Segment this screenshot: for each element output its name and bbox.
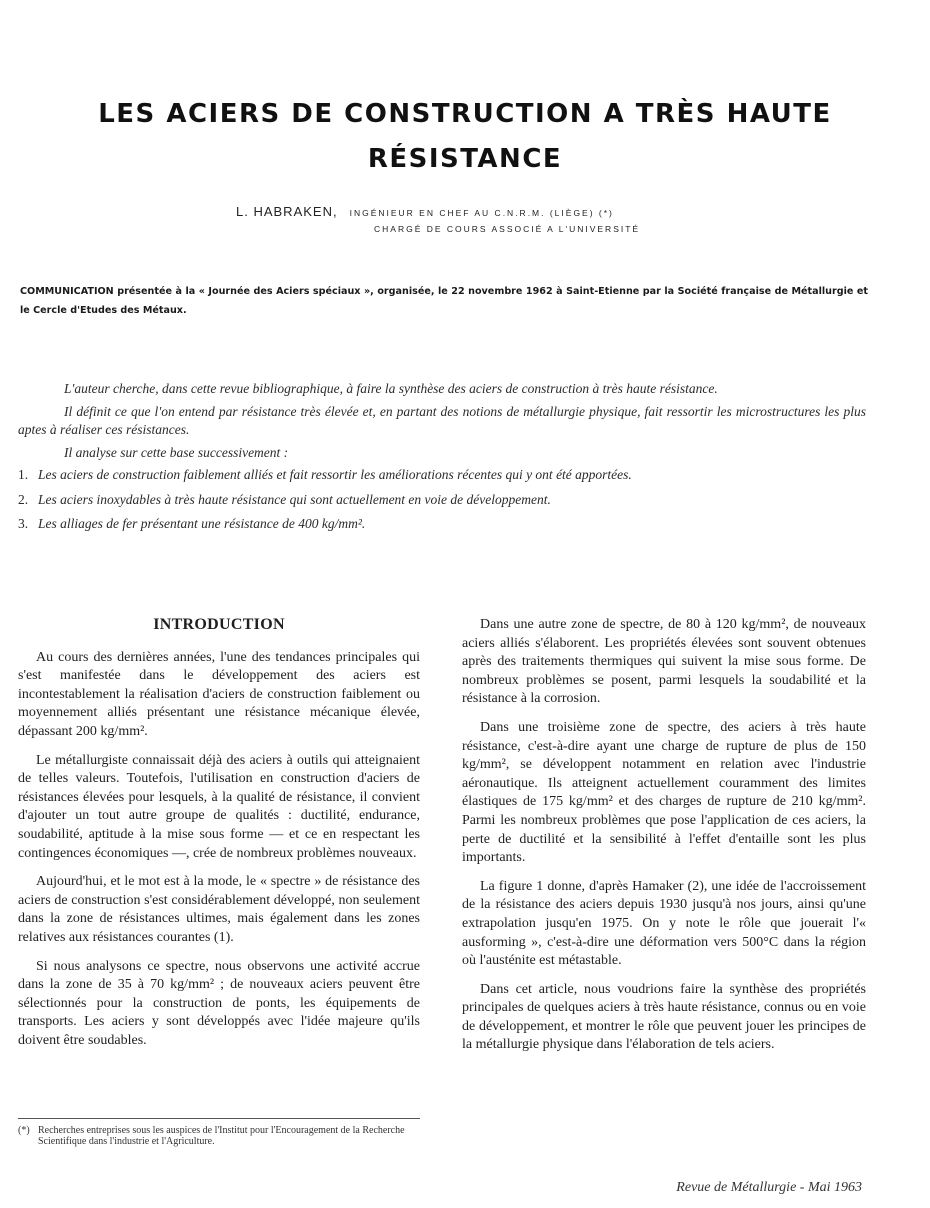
- left-column: [18, 612, 420, 1060]
- body-paragraph: Le métallurgiste connaissait déjà des aciers à outils qui atteignaient de telles valeurs. Toutefois, l'utilisation en construction d'aciers de résistances élevées pour lesquels, à la qualité de résistance, il convient d'ajouter un tout autre groupe de qualités : ductilité, endurance, soudabilité, aptitude à la mise sous forme — et ce en respectant les contingences économiques —, crée de nombreux problèmes nouveaux.: [18, 752, 420, 861]
- body-paragraph: Si nous analysons ce spectre, nous observons une activité accrue dans la zone de 35 à 70 kg/mm² ; de nouveaux aciers peuvent être sélectionnés pour la construction de ponts, les équipements de transports. Les aciers y sont développés avec l'idée majeure qu'ils doivent être soudables.: [18, 958, 420, 1048]
- author-name: L. HABRAKEN,: [236, 204, 338, 219]
- footnote: [18, 1118, 420, 1147]
- author-role: INGÉNIEUR EN CHEF AU C.N.R.M. (LIÈGE) (*): [349, 208, 614, 218]
- list-number: 2.: [18, 491, 29, 507]
- list-number: 3.: [18, 516, 29, 531]
- communication-note: COMMUNICATION présentée à la « Journée des Aciers spéciaux », organisée, le 22 novembre 1962 à Saint-Etienne par la Société française de Métallurgie et le Cercle d'Etudes des Métaux.: [20, 286, 868, 316]
- abstract-paragraph: Il définit ce que l'on entend par résistance très élevée et, en partant des notions de métallurgie physique, fait ressortir les microstructures les plus aptes à réaliser ces résistances.: [18, 403, 866, 437]
- abstract-list: [18, 466, 866, 534]
- list-text: Les alliages de fer présentant une résistance de 400 kg/mm².: [38, 516, 366, 531]
- list-number: 1.: [18, 467, 29, 482]
- body-paragraph: Dans une troisième zone de spectre, des aciers à très haute résistance, c'est-à-dire ayant une charge de rupture de plus de 150 kg/mm², se développent notamment en relation avec l'industrie aéronautique. Ils atteignent actuellement couramment des limites élastiques de 175 kg/mm² et des charges de rupture de 210 kg/mm². Parmi les nombreux problèmes que pose l'application de ces aciers, la perte de ductilité et la sensibilité à l'effet d'entaille sont les plus importants.: [462, 719, 866, 866]
- list-text: Les aciers inoxydables à très haute résistance qui sont actuellement en voie de développement.: [38, 491, 551, 507]
- abstract: [18, 380, 866, 540]
- author-block: [236, 204, 641, 234]
- abstract-list-item: [18, 491, 866, 510]
- body-paragraph: La figure 1 donne, d'après Hamaker (2), une idée de l'accroissement de la résistance des aciers depuis 1930 jusqu'à nos jours, ainsi qu'une extrapolation jusqu'en 1975. On y note le rôle que jouerait l'« ausforming », c'est-à-dire une déformation vers 500°C dans la région où l'austénite est métastable.: [462, 878, 866, 969]
- footnote-text: Recherches entreprises sous les auspices de l'Institut pour l'Encouragement de la Recherche Scientifique dans l'industrie et l'Agriculture.: [38, 1125, 405, 1147]
- footnote-mark: (*): [18, 1125, 30, 1136]
- article-title: LES ACIERS DE CONSTRUCTION A TRÈS HAUTE RÉSISTANCE: [98, 99, 832, 174]
- right-column: [462, 616, 866, 1065]
- abstract-list-item: [18, 515, 866, 534]
- journal-footer: Revue de Métallurgie - Mai 1963: [676, 1180, 862, 1195]
- list-text: Les aciers de construction faiblement alliés et fait ressortir les améliorations récentes qui y ont été apportées.: [38, 467, 632, 482]
- body-paragraph: Dans cet article, nous voudrions faire la synthèse des propriétés principales de quelques aciers à très haute résistance, connus ou en voie de développement, et montrer le rôle que peuvent jouer les principes de la métallurgie physique dans l'élaboration de tels aciers.: [462, 981, 866, 1053]
- section-heading-introduction: INTRODUCTION: [153, 616, 285, 633]
- body-paragraph: Dans une autre zone de spectre, de 80 à 120 kg/mm², de nouveaux aciers alliés s'élaborent. Les propriétés élevées sont souvent obtenues après des traitements thermiques qui suivent la mise sous forme. De nombreux problèmes se posent, parmi lesquels la soudabilité et la résistance à la corrosion.: [462, 617, 866, 707]
- abstract-paragraph: L'auteur cherche, dans cette revue bibliographique, à faire la synthèse des aciers de construction à très haute résistance.: [64, 381, 718, 396]
- author-role-second-line: CHARGÉ DE COURS ASSOCIÉ A L'UNIVERSITÉ: [374, 224, 641, 234]
- body-paragraph: Aujourd'hui, et le mot est à la mode, le « spectre » de résistance des aciers de construction s'est considérablement développé, non seulement dans la zone de résistances ultimes, mais également dans les zones relatives aux résistances courantes (1).: [18, 874, 420, 945]
- abstract-paragraph: Il analyse sur cette base successivement :: [64, 444, 289, 460]
- abstract-list-item: [18, 466, 866, 485]
- body-paragraph: Au cours des dernières années, l'une des tendances principales qui s'est manifestée dans le développement des aciers est incontestablement la réalisation d'aciers de construction faiblement ou moyennement alliés présentant une résistance mécanique élevée, dépassant 200 kg/mm².: [18, 649, 420, 739]
